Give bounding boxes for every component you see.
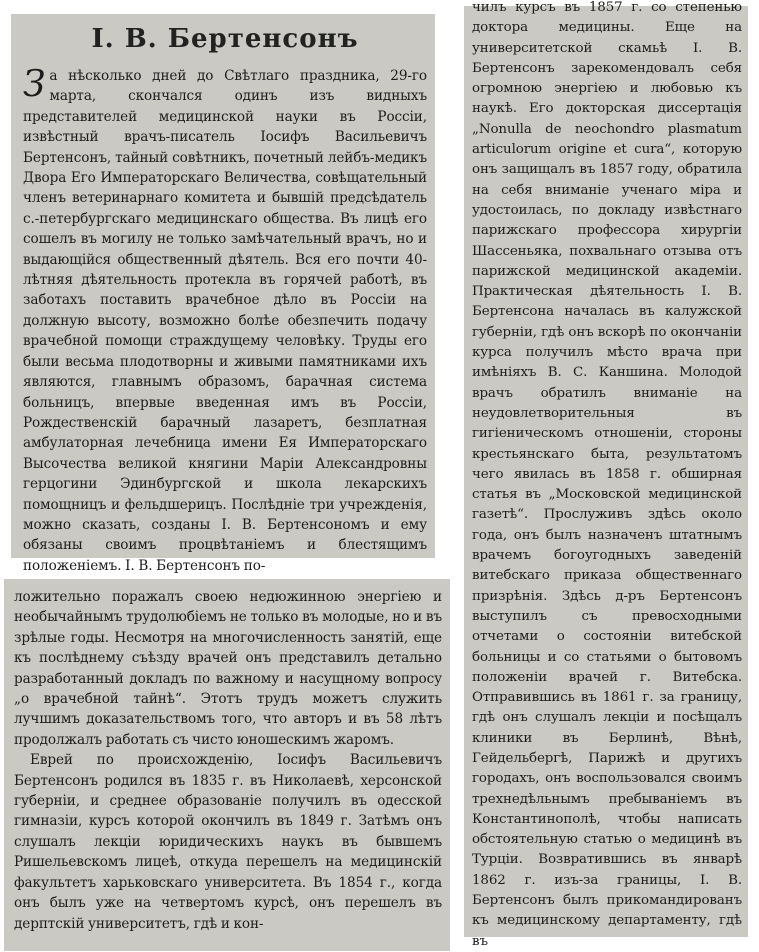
article-paragraph-biography: Еврей по происхожденію, Іосифъ Васильевичъ Бертенсонъ родился въ 1835 г. въ Николаевѣ, херсонской губерніи, и среднее образованіе получилъ въ одесской гимназіи, курсъ которой окончилъ въ 1849 г. Затѣмъ онъ слушалъ лекціи юридическихъ наукъ въ бывшемъ Ришельевскомъ лицеѣ, откуда перешелъ на медицинскій факультетъ харьковскаго университета. Въ 1854 г., когда онъ былъ уже на четвертомъ курсѣ, онъ перешелъ въ дерптскій университетъ, гдѣ и кон- — [14, 752, 442, 932]
article-clipping-first — [11, 14, 435, 574]
article-paragraph-opening: За нѣсколько дней до Свѣтлаго праздника, 29-го марта, скончался одинъ изъ видныхъ представителей медицинской науки въ Россіи, извѣстный врачъ-писатель Іосифъ Васильевичъ Бертенсонъ, тайный совѣтникъ, почетный лейбъ-медикъ Двора Его Императорскаго Величества, совѣщательный членъ ветеринарнаго комитета и бывшій предсѣдатель с.-петербургскаго медицинскаго общества. Въ лицѣ его сошелъ въ могилу не только замѣчательный врачъ, но и выдающійся общественный дѣятель. Вся его почти 40-лѣтняя дѣятельность протекла въ горячей работѣ, въ заботахъ поставить врачебное дѣло въ Россіи на должную высоту, возможно болѣе обезпечить подачу врачебной помощи страждущему человѣку. Труды его были весьма плодотворны и живыми памятниками ихъ являются, главнымъ образомъ, барачная система больницъ, впервые введенная имъ въ Россіи, Рождественскій барачный лазаретъ, безплатная амбулаторная лечебница имени Ея Императорскаго Высочества великой княгини Маріи Александровны герцогини Эдинбургской и школа лекарскихъ помощницъ и фельдшерицъ. Послѣдніе три учрежденія, можно сказать, созданы І. В. Бертенсономъ и ему обязаны своимъ процвѣтаніемъ и блестящимъ положеніемъ. І. В. Бертенсонъ по- — [23, 64, 427, 574]
article-paragraph-career: чилъ курсъ въ 1857 г. со степенью доктора медицины. Еще на университетской скамьѣ І. В. Бертенсонъ зарекомендовалъ себя огромною энергіею и любовью къ наукѣ. Его докторская диссертація „Nonulla de neochondro plasmatum articulorum origine et cura“, которую онъ защищалъ въ 1857 году, обратила на себя вниманіе ученаго міра и удостоилась, по докладу извѣстнаго парижскаго профессора хирургіи Шассеньяка, похвальнаго отзыва отъ парижской медицинской академіи. Практическая дѣятельность І. В. Бертенсона началась въ калужской губерніи, гдѣ онъ вскорѣ по окончаніи курса получилъ мѣсто врача при имѣніяхъ В. С. Каншина. Молодой врачъ обратилъ вниманіе на неудовлетворительныя въ гигіеническомъ отношеніи, стороны крестьянскаго быта, результатомъ чего явилась въ 1858 г. обширная статья въ „Московской медицинской газетѣ“. Прослуживъ здѣсь около года, онъ былъ назначенъ штатнымъ врачемъ богоугодныхъ заведеній витебскаго приказа общественнаго призрѣнія. Здѣсь д-ръ Бертенсонъ выступилъ съ превосходными отчетами о состояніи витебской больницы и со статьями о бытовомъ положеніи врачей г. Витебска. Отправившись въ 1861 г. за границу, гдѣ онъ слушалъ лекціи и посѣщалъ клиники въ Берлинѣ, Вѣнѣ, Гейдельбергѣ, Парижѣ и другихъ городахъ, онъ воспользовался своимъ трехнедѣльнымъ пребываніемъ въ Константинополѣ, чтобы написать обстоятельную статью о медицинѣ въ Турціи. Возвратившись въ январѣ 1862 г. изъ-за границы, І. В. Бертенсонъ былъ прикомандированъ къ медицинскому департаменту, гдѣ въ — [472, 0, 742, 949]
article-title: І. В. Бертенсонъ — [91, 24, 359, 54]
article-paragraph-continuation: ложительно поражалъ своею недюжинною энергіею и необычайнымъ трудолюбіемъ не только въ молодые, но и въ зрѣлые годы. Несмотря на многочисленность занятій, еще къ послѣднему съѣзду врачей онъ представилъ детально разработанный докладъ по важному и насущному вопросу „о врачебной тайнѣ“. Этотъ трудъ можетъ служить лучшимъ доказательствомъ того, что авторъ и въ 58 лѣтъ продолжалъ работать съ чисто юношескимъ жаромъ. — [14, 589, 442, 748]
article-clipping-second — [4, 579, 450, 951]
article-clipping-third — [464, 0, 748, 949]
